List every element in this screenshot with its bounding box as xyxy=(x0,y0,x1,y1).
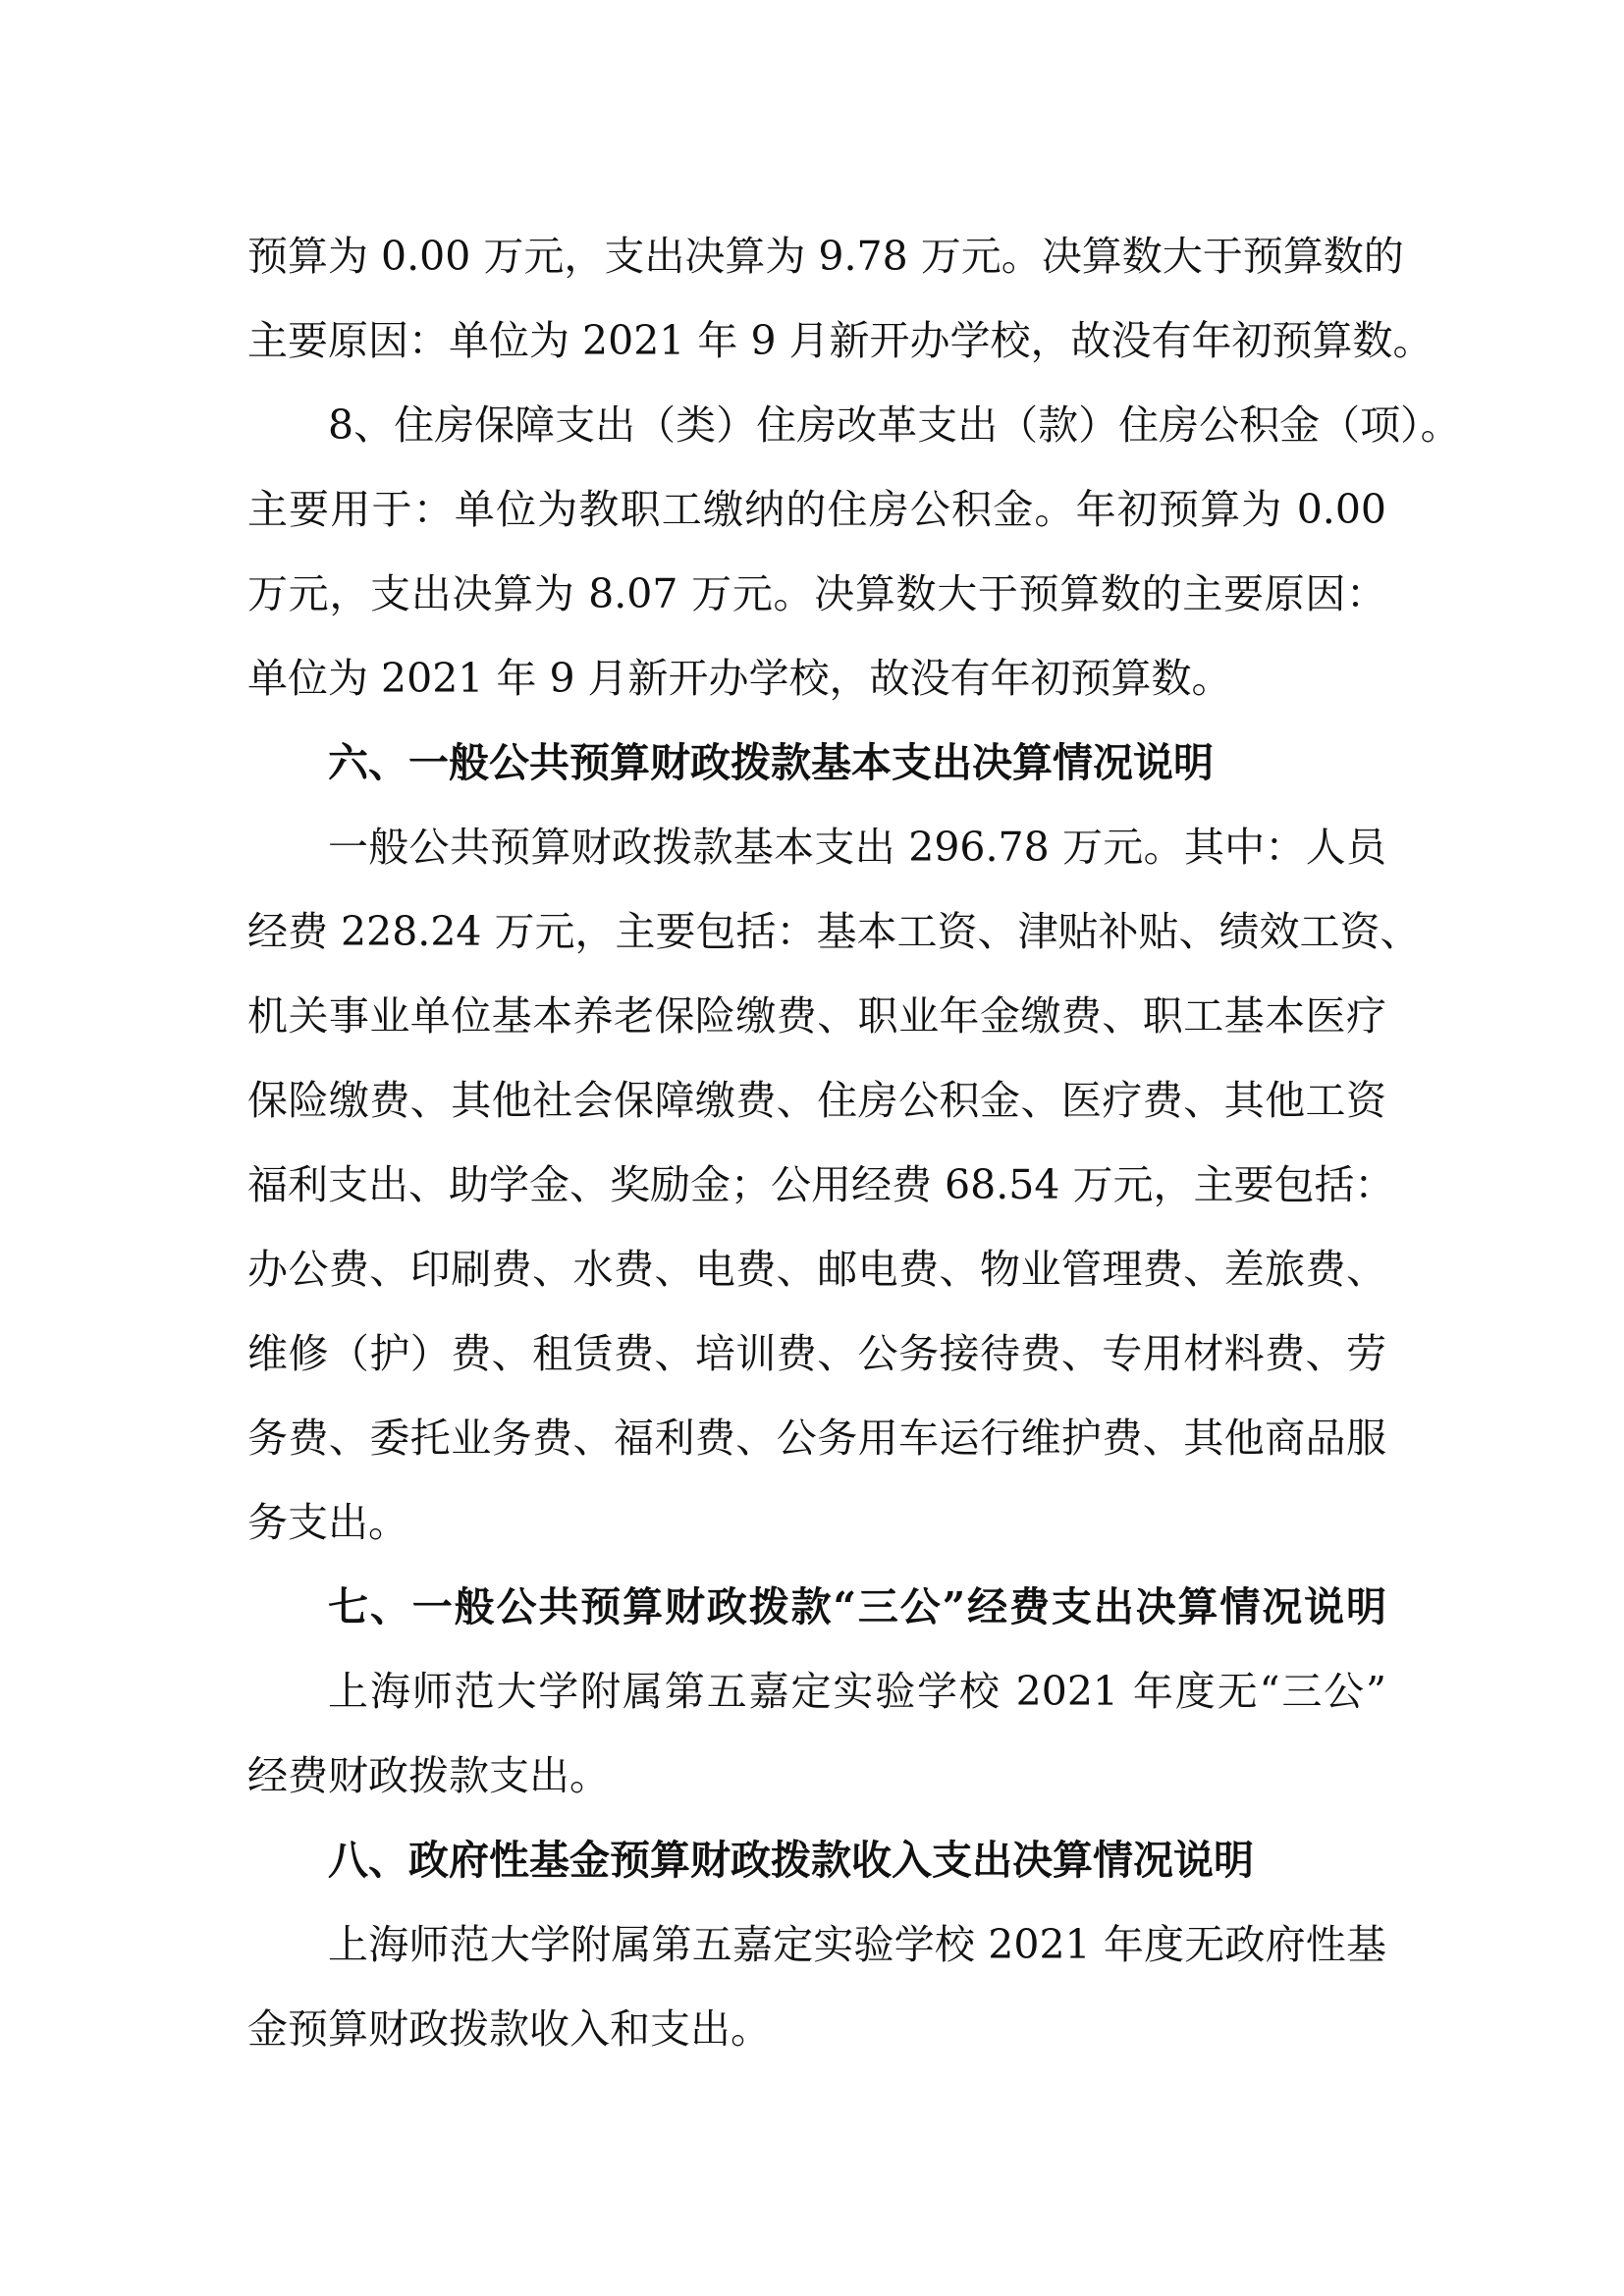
text-line: 预算为 0.00 万元，支出决算为 9.78 万元。决算数大于预算数的 xyxy=(247,233,1404,280)
text-line: 维修（护）费、租赁费、培训费、公务接待费、专用材料费、劳 xyxy=(247,1330,1386,1377)
text-line: 办公费、印刷费、水费、电费、邮电费、物业管理费、差旅费、 xyxy=(247,1246,1386,1293)
text-line: 一般公共预算财政拨款基本支出 296.78 万元。其中：人员 xyxy=(328,824,1386,871)
text-line: 主要用于：单位为教职工缴纳的住房公积金。年初预算为 0.00 xyxy=(247,486,1386,533)
text-line: 经费 228.24 万元，主要包括：基本工资、津贴补贴、绩效工资、 xyxy=(247,908,1421,955)
paragraph-expense-item-8 xyxy=(247,383,1461,721)
text-line: 金预算财政拨款收入和支出。 xyxy=(247,2005,771,2053)
text-line: 福利支出、助学金、奖励金；公用经费 68.54 万元，主要包括： xyxy=(247,1161,1395,1208)
section-7-body xyxy=(247,1649,1386,1818)
text-line: 上海师范大学附属第五嘉定实验学校 2021 年度无政府性基 xyxy=(328,1921,1386,1968)
section-heading-8: 八、政府性基金预算财政拨款收入支出决算情况说明 xyxy=(328,1837,1254,1884)
text-line: 万元，支出决算为 8.07 万元。决算数大于预算数的主要原因： xyxy=(247,570,1386,617)
text-line: 机关事业单位基本养老保险缴费、职业年金缴费、职工基本医疗 xyxy=(247,992,1386,1040)
text-line: 单位为 2021 年 9 月新开办学校，故没有年初预算数。 xyxy=(247,655,1232,702)
text-line: 8、住房保障支出（类）住房改革支出（款）住房公积金（项）。 xyxy=(328,401,1461,449)
text-line: 务支出。 xyxy=(247,1499,408,1546)
section-heading-6: 六、一般公共预算财政拨款基本支出决算情况说明 xyxy=(328,739,1214,786)
text-line: 经费财政拨款支出。 xyxy=(247,1752,610,1799)
section-8-body xyxy=(247,1902,1386,2071)
paragraph-expense-item-7-continued xyxy=(247,214,1434,383)
text-line: 务费、委托业务费、福利费、公务用车运行维护费、其他商品服 xyxy=(247,1415,1386,1462)
section-6-body xyxy=(247,805,1421,1565)
text-line: 主要原因：单位为 2021 年 9 月新开办学校，故没有年初预算数。 xyxy=(247,317,1434,364)
text-line: 保险缴费、其他社会保障缴费、住房公积金、医疗费、其他工资 xyxy=(247,1077,1386,1124)
document-page xyxy=(247,214,1461,2071)
section-heading-7: 七、一般公共预算财政拨款“三公”经费支出决算情况说明 xyxy=(328,1583,1386,1630)
text-line: 上海师范大学附属第五嘉定实验学校 2021 年度无“三公” xyxy=(328,1668,1386,1715)
